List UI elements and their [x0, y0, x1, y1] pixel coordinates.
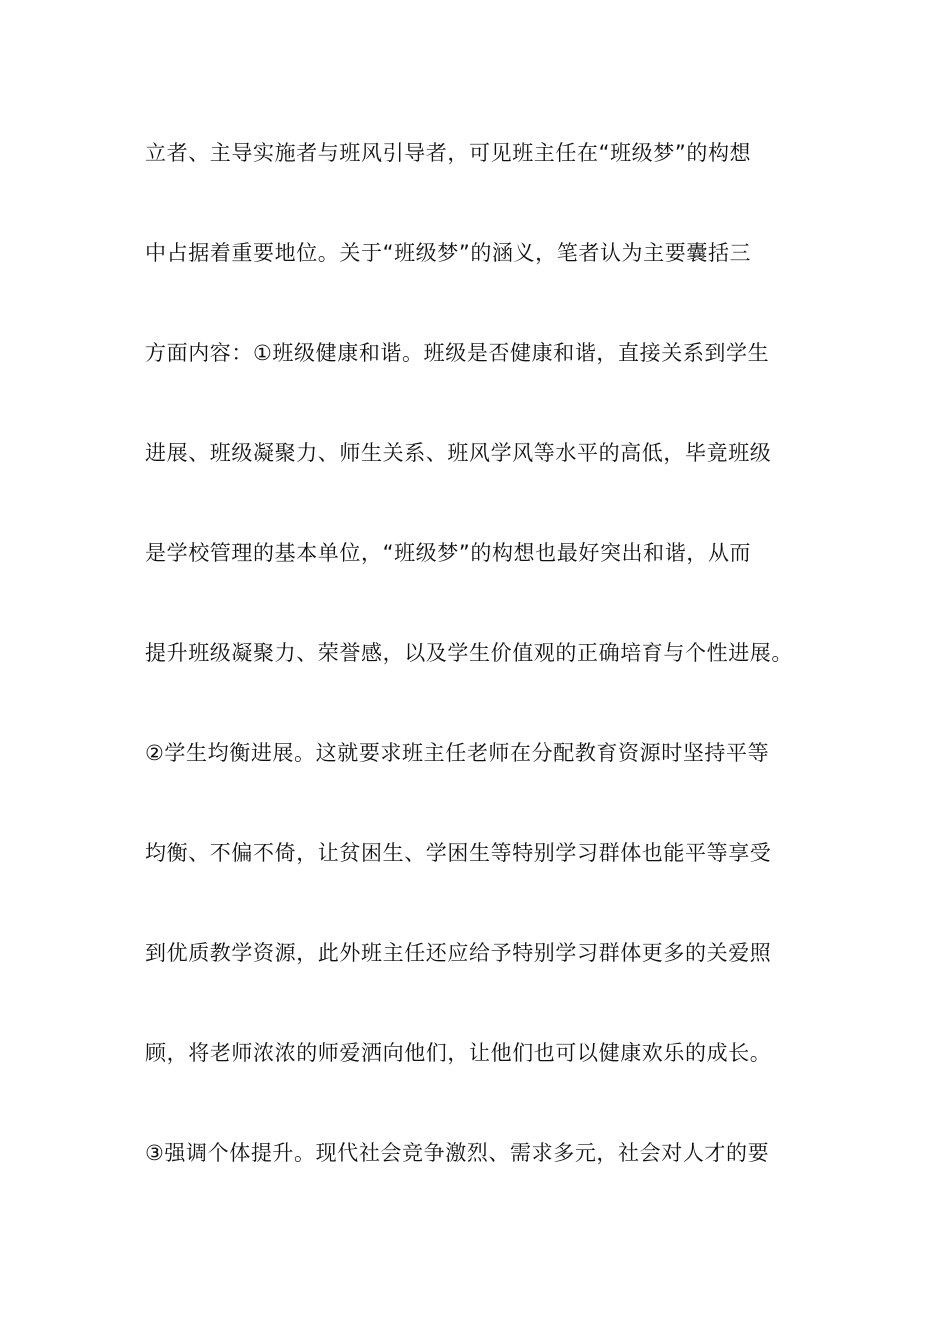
text-line: 立者、主导实施者与班风引导者，可见班主任在“班级梦”的构想 [145, 141, 752, 165]
text-line: ②学生均衡进展。这就要求班主任老师在分配教育资源时坚持平等 [145, 741, 770, 765]
text-line: 顾，将老师浓浓的师爱洒向他们，让他们也可以健康欢乐的成长。 [145, 1041, 772, 1065]
text-line: 提升班级凝聚力、荣誉感，以及学生价值观的正确培育与个性进展。 [145, 641, 793, 665]
text-line: 到优质教学资源，此外班主任还应给予特别学习群体更多的关爱照 [145, 941, 772, 965]
text-line: 是学校管理的基本单位，“班级梦”的构想也最好突出和谐，从而 [145, 541, 752, 565]
text-line: 进展、班级凝聚力、师生关系、班风学风等水平的高低，毕竟班级 [145, 441, 772, 465]
text-line: 方面内容：①班级健康和谐。班级是否健康和谐，直接关系到学生 [145, 341, 770, 365]
body-text [145, 133, 845, 1233]
text-line: 均衡、不偏不倚，让贫困生、学困生等特别学习群体也能平等享受 [145, 841, 772, 865]
text-line: ③强调个体提升。现代社会竞争激烈、需求多元，社会对人才的要 [145, 1141, 770, 1165]
text-line: 中占据着重要地位。关于“班级梦”的涵义，笔者认为主要囊括三 [145, 241, 752, 265]
